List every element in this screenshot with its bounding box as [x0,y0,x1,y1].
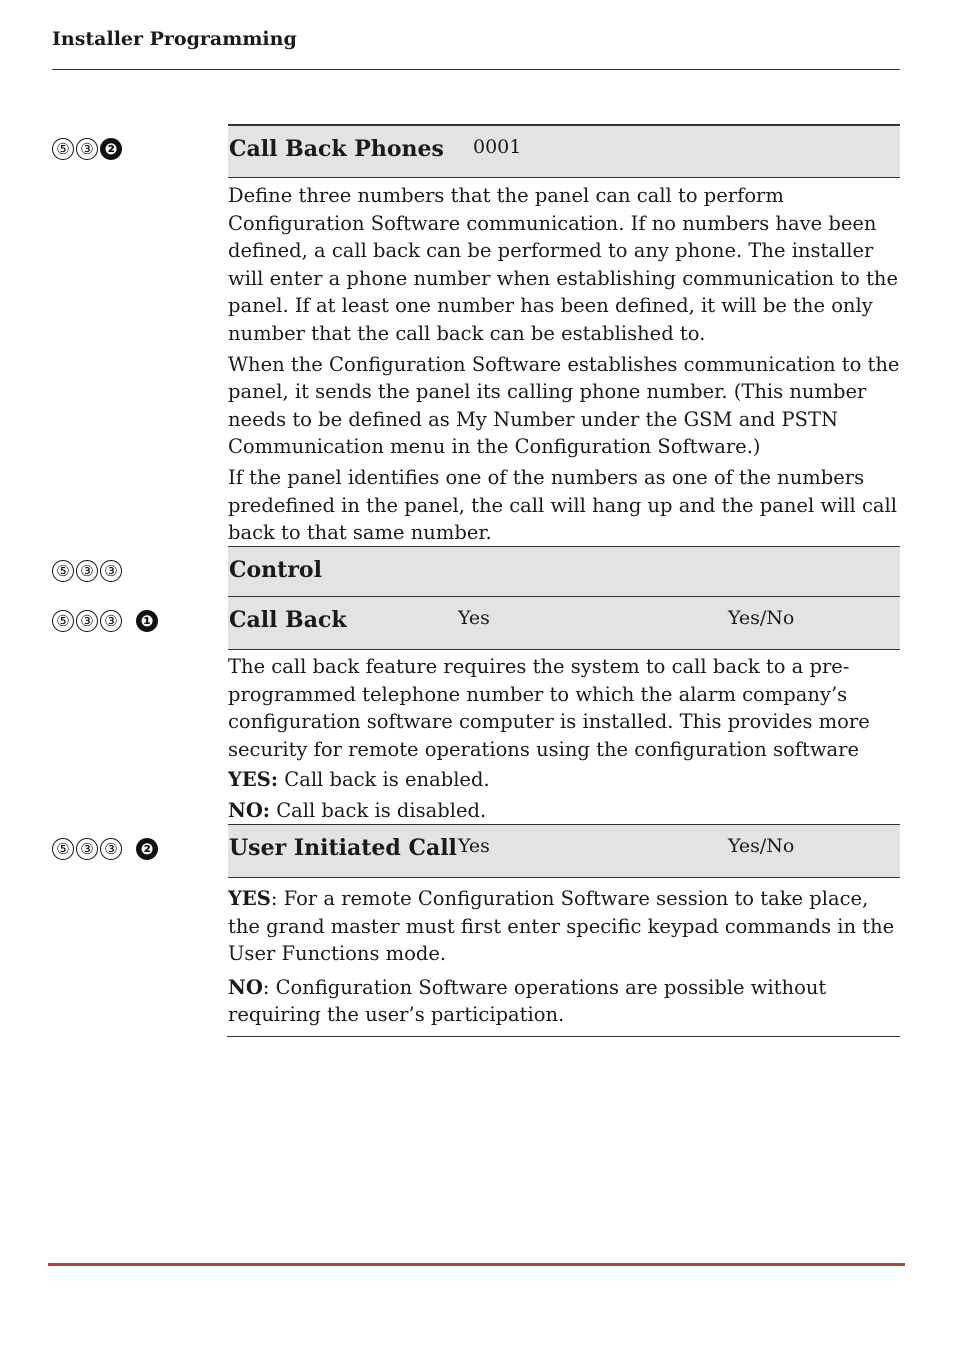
description-paragraph: If the panel identifies one of the numbers as one of the numbers predefined in the panel, the call will hang up and the panel will call back to that same number. [228,465,897,545]
option-text: Call back is enabled. [278,768,490,792]
parameter-range: Yes/No [728,835,795,857]
running-header: Installer Programming [52,28,297,50]
header-rule [52,69,900,70]
key-3-icon: ③ [100,610,122,632]
description-paragraph: The call back feature requires the system to call back to a pre-programmed telephone number to which the alarm company’s configuration software computer is installed. This provides more security for remote operations using the configuration software [228,655,870,761]
key-5-icon: ⑤ [52,138,74,160]
parameter-title: Call Back [229,607,347,633]
parameter-range: Yes/No [728,607,795,629]
option-text: : Configuration Software operations are possible without requiring the user’s participation. [228,975,827,1027]
option-text: : For a remote Configuration Software session to take place, the grand master must first enter specific keypad commands in the User Functions mode. [228,887,895,966]
parameter-description [228,885,900,1032]
parameter-default: Yes [458,835,490,857]
option-text: Call back is disabled. [270,798,487,822]
option-no [228,797,900,825]
keypad-sequence [52,138,122,160]
parameter-bar-user-initiated-call [228,824,900,878]
parameter-bar-call-back-phones [228,124,900,178]
parameter-title: User Initiated Call [229,835,457,861]
key-1-filled-icon: ❶ [136,610,158,632]
key-2-filled-icon: ❷ [136,838,158,860]
description-paragraph: When the Configuration Software establishes communication to the panel, it sends the panel its calling phone number. (This number needs to be defined as My Number under the GSM and PSTN Communication menu in the Configuration Software.) [228,352,900,459]
keypad-sequence [52,560,122,582]
key-3-icon: ③ [76,138,98,160]
option-yes [228,885,900,968]
key-5-icon: ⑤ [52,838,74,860]
key-5-icon: ⑤ [52,560,74,582]
parameter-description [228,182,900,550]
parameter-bar-call-back [228,596,900,650]
parameter-title: Control [229,557,322,583]
key-3-icon: ③ [76,560,98,582]
table-end-rule [227,1036,900,1037]
key-5-icon: ⑤ [52,610,74,632]
key-3-icon: ③ [76,838,98,860]
description-paragraph: Define three numbers that the panel can call to perform Configuration Software communication. If no numbers have been defined, a call back can be performed to any phone. The installer will enter a phone number when establishing communication to the panel. If at least one number has been defined, it will be the only number that the call back can be established to. [228,184,899,345]
option-label: NO [228,975,263,999]
parameter-bar-control [228,546,900,597]
key-3-icon: ③ [100,838,122,860]
option-label: YES: [228,768,279,792]
keypad-sequence [52,610,158,632]
option-label: NO: [228,798,271,822]
key-2-filled-icon: ❷ [100,138,122,160]
key-3-icon: ③ [76,610,98,632]
keypad-sequence [52,838,158,860]
key-3-icon: ③ [100,560,122,582]
parameter-title: Call Back Phones [229,136,444,162]
parameter-default: 0001 [473,136,522,158]
option-label: YES [228,887,271,910]
parameter-default: Yes [458,607,490,629]
parameter-description [228,653,900,828]
footer-rule [48,1263,905,1266]
option-yes [228,766,900,794]
option-no [228,974,900,1029]
